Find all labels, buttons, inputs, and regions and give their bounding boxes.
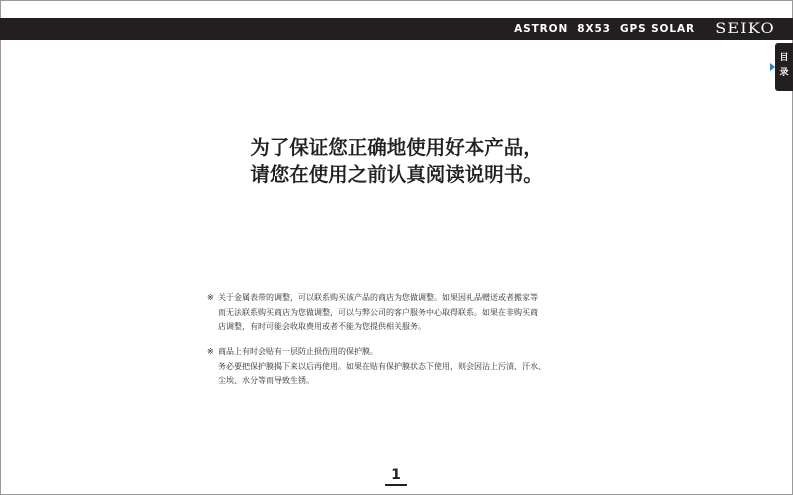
page-number: 1 (391, 467, 401, 483)
heading-line-2: 请您在使用之前认真阅读说明书。 (250, 163, 543, 186)
heading-line-1: 为了保证您正确地使用好本产品， (250, 136, 543, 159)
note-mark: ※ (207, 347, 214, 356)
note-line: 尘埃、水分等而导致生锈。 (218, 376, 314, 385)
toc-tab-char-2: 录 (779, 68, 789, 78)
main-heading (0, 134, 793, 188)
model-title: ASTRON 8X53 GPS SOLAR (514, 23, 695, 35)
page-number-underline (385, 484, 407, 486)
note-band-adjustment (207, 291, 597, 335)
note-line: 商品上有时会贴有一层防止损伤用的保护膜。 (218, 347, 378, 356)
note-protective-film (207, 345, 597, 389)
tab-pointer-icon (770, 63, 775, 71)
toc-tab-char-1: 目 (779, 53, 789, 63)
header-bar (0, 18, 793, 40)
note-line: 而无法联系购买商店为您做调整，可以与弊公司的客户服务中心取得联系。如果在非购买商 (218, 307, 538, 317)
note-mark: ※ (207, 293, 214, 302)
note-line: 务必要把保护膜揭下来以后再使用。如果在贴有保护膜状态下使用，则会因沾上污渍、汗水、 (218, 361, 546, 371)
note-line: 店调整，有时可能会收取费用或者不能为您提供相关服务。 (218, 322, 426, 331)
table-of-contents-tab[interactable] (775, 43, 793, 91)
note-line: 关于金属表带的调整，可以联系购买该产品的商店为您做调整。如果因礼品赠送或者搬家等 (218, 293, 538, 302)
brand-logo: SEIKO (715, 21, 775, 37)
